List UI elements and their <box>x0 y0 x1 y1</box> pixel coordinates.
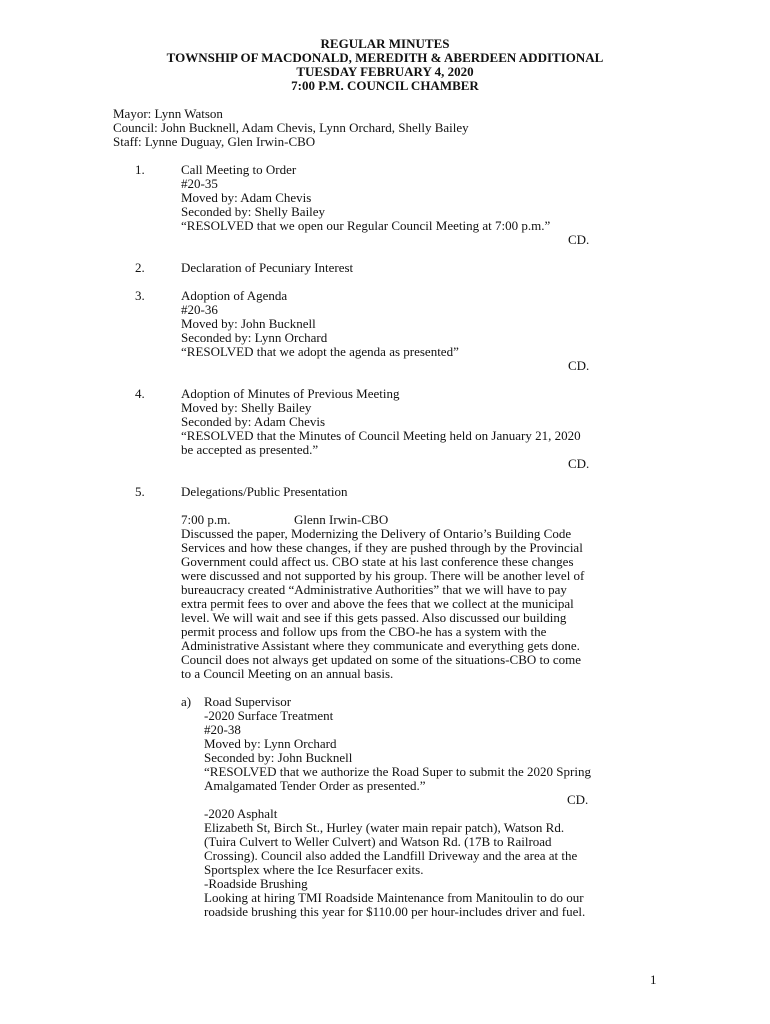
item-line: Seconded by: Shelly Bailey <box>181 204 326 219</box>
carried-mark: CD. <box>568 456 590 471</box>
item-line: “RESOLVED that we adopt the agenda as presented” <box>181 344 459 359</box>
sub-item-line: -2020 Asphalt <box>204 806 278 821</box>
paragraph-line: Council does not always get updated on some of the situations-CBO to come <box>181 652 582 667</box>
document-header <box>0 37 770 93</box>
paragraph-line: Discussed the paper, Modernizing the Delivery of Ontario’s Building Code <box>181 526 572 541</box>
item-line: #20-36 <box>181 302 218 317</box>
item-number: 3. <box>135 288 145 303</box>
item-line: “RESOLVED that we open our Regular Council Meeting at 7:00 p.m.” <box>181 218 551 233</box>
paragraph-line: permit process and follow ups from the CBO-he has a system with the <box>181 624 547 639</box>
sub-item-line: Looking at hiring TMI Roadside Maintenance from Manitoulin to do our <box>204 890 584 905</box>
item-line: Declaration of Pecuniary Interest <box>181 260 354 275</box>
header-time-location: 7:00 P.M. COUNCIL CHAMBER <box>291 78 479 93</box>
paragraph-line: were discussed and not supported by his group. There will be another level of <box>181 568 585 583</box>
mayor-line: Mayor: Lynn Watson <box>113 106 223 121</box>
sub-item-line: -Roadside Brushing <box>204 876 308 891</box>
header-township: TOWNSHIP OF MACDONALD, MEREDITH & ABERDEEN ADDITIONAL <box>166 50 604 65</box>
staff-line: Staff: Lynne Duguay, Glen Irwin-CBO <box>113 134 316 149</box>
item-number: 5. <box>135 484 145 499</box>
item-number: 1. <box>135 162 145 177</box>
paragraph-line: Administrative Assistant where they communicate and everything gets done. <box>181 638 580 653</box>
sub-item-line: (Tuira Culvert to Weller Culvert) and Watson Rd. (17B to Railroad <box>204 834 552 849</box>
item-number: 4. <box>135 386 145 401</box>
sub-item-label: a) <box>181 694 192 709</box>
item-line: Moved by: John Bucknell <box>181 316 316 331</box>
sub-item-line: Amalgamated Tender Order as presented.” <box>204 778 426 793</box>
sub-item-line: Moved by: Lynn Orchard <box>204 736 337 751</box>
item-line: Seconded by: Lynn Orchard <box>181 330 328 345</box>
sub-item-line: Road Supervisor <box>204 694 292 709</box>
item-line: Delegations/Public Presentation <box>181 484 348 499</box>
item-line: Moved by: Adam Chevis <box>181 190 312 205</box>
carried-mark: CD. <box>568 358 590 373</box>
paragraph-line: level. We will wait and see if this gets passed. Also discussed our building <box>181 610 567 625</box>
sub-item-line: #20-38 <box>204 722 241 737</box>
item-line: #20-35 <box>181 176 218 191</box>
delegation-presenter: Glenn Irwin-CBO <box>294 512 389 527</box>
item-number: 2. <box>135 260 145 275</box>
sub-item-line: Elizabeth St, Birch St., Hurley (water main repair patch), Watson Rd. <box>204 820 565 835</box>
item-line: Moved by: Shelly Bailey <box>181 400 312 415</box>
item-line: “RESOLVED that the Minutes of Council Meeting held on January 21, 2020 <box>181 428 581 443</box>
item-line: be accepted as presented.” <box>181 442 319 457</box>
sub-item-line: Crossing). Council also added the Landfill Driveway and the area at the <box>204 848 578 863</box>
carried-mark: CD. <box>568 232 590 247</box>
item-line: Call Meeting to Order <box>181 162 297 177</box>
header-date: TUESDAY FEBRUARY 4, 2020 <box>296 64 474 79</box>
sub-item-line: -2020 Surface Treatment <box>204 708 334 723</box>
sub-item-line: Seconded by: John Bucknell <box>204 750 353 765</box>
delegation-time: 7:00 p.m. <box>181 512 231 527</box>
carried-mark: CD. <box>567 792 589 807</box>
paragraph-line: Government could affect us. CBO state at his last conference these changes <box>181 554 574 569</box>
paragraph-line: bureaucracy created “Administrative Authorities” that we will have to pay <box>181 582 567 597</box>
page-number: 1 <box>650 972 657 987</box>
paragraph-line: extra permit fees to over and above the fees that we collect at the municipal <box>181 596 574 611</box>
item-line: Seconded by: Adam Chevis <box>181 414 326 429</box>
item-line: Adoption of Minutes of Previous Meeting <box>181 386 400 401</box>
sub-item-line: “RESOLVED that we authorize the Road Super to submit the 2020 Spring <box>204 764 591 779</box>
paragraph-line: to a Council Meeting on an annual basis. <box>181 666 394 681</box>
council-line: Council: John Bucknell, Adam Chevis, Lynn Orchard, Shelly Bailey <box>113 120 469 135</box>
delegation-block <box>181 513 661 681</box>
paragraph-line: Services and how these changes, if they are pushed through by the Provincial <box>181 540 583 555</box>
attendance-block <box>113 107 469 149</box>
item-line: Adoption of Agenda <box>181 288 288 303</box>
header-title: REGULAR MINUTES <box>320 36 450 51</box>
sub-item-line: roadside brushing this year for $110.00 per hour-includes driver and fuel. <box>204 904 586 919</box>
sub-item-line: Sportsplex where the Ice Resurfacer exits. <box>204 862 424 877</box>
